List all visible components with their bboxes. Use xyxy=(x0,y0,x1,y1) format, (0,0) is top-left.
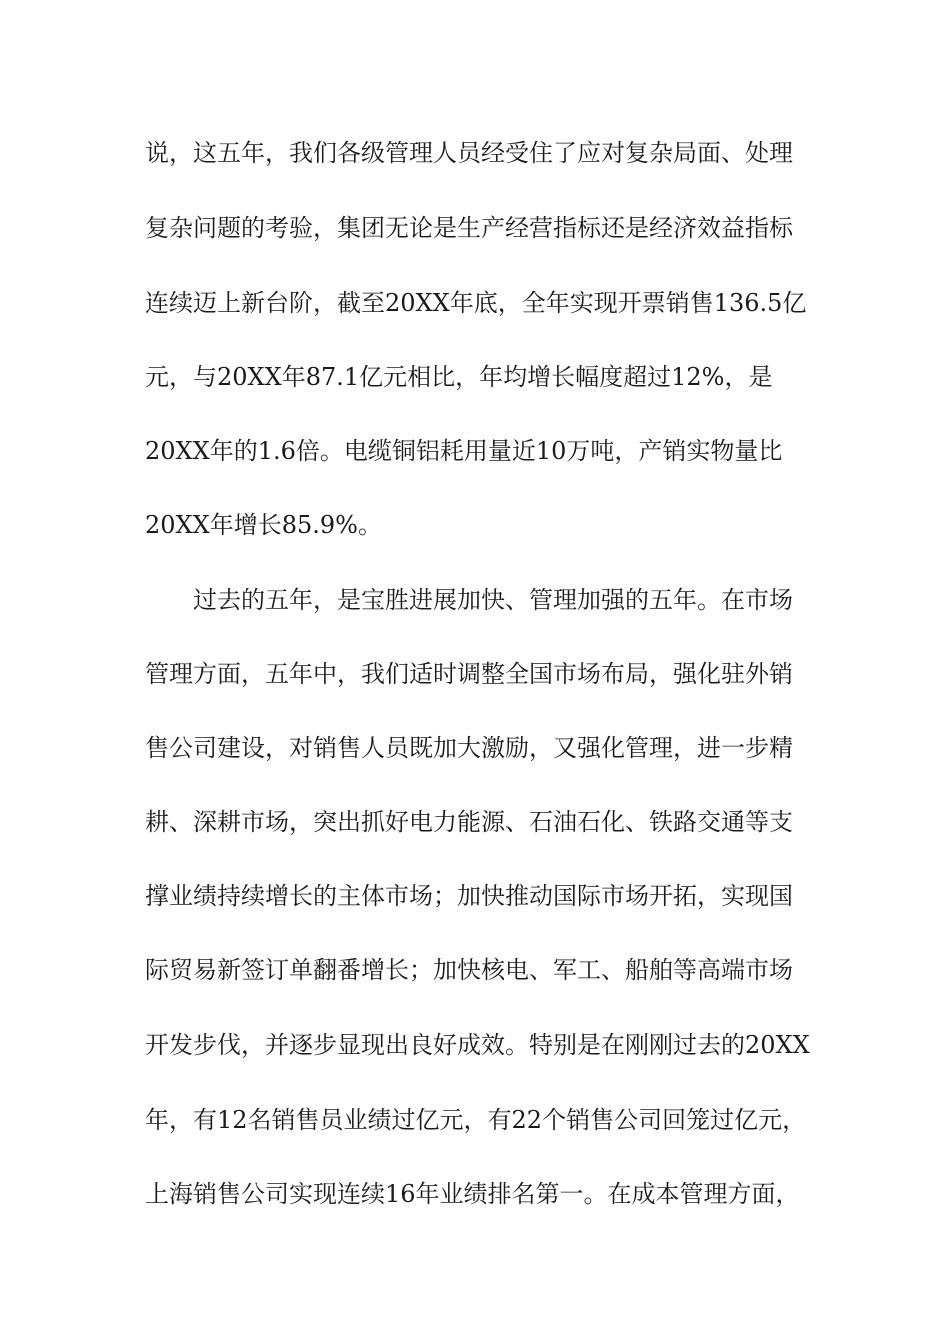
text-line: 管理方面，五年中，我们适时调整全国市场布局，强化驻外销 xyxy=(145,660,793,688)
text-line: 20XX年增长85.9%。 xyxy=(145,511,382,539)
text-line: 20XX年的1.6倍。电缆铜铝耗用量近10万吨，产销实物量比 xyxy=(145,437,783,465)
text-line: 开发步伐，并逐步显现出良好成效。特别是在刚刚过去的20XX xyxy=(145,1031,810,1059)
text-line: 元，与20XX年87.1亿元相比，年均增长幅度超过12%，是 xyxy=(145,363,773,391)
text-line: 际贸易新签订单翻番增长；加快核电、军工、船舶等高端市场 xyxy=(145,956,793,984)
text-line: 连续迈上新台阶，截至20XX年底，全年实现开票销售136.5亿 xyxy=(145,289,807,317)
text-line: 售公司建设，对销售人员既加大激励，又强化管理，进一步精 xyxy=(145,734,793,762)
paragraph-first-line: 过去的五年，是宝胜进展加快、管理加强的五年。在市场 xyxy=(193,586,793,614)
text-line: 上海销售公司实现连续16年业绩排名第一。在成本管理方面， xyxy=(145,1180,800,1208)
text-line: 耕、深耕市场，突出抓好电力能源、石油石化、铁路交通等支 xyxy=(145,808,793,836)
text-line: 说，这五年，我们各级管理人员经受住了应对复杂局面、处理 xyxy=(145,139,793,167)
text-line: 撑业绩持续增长的主体市场；加快推动国际市场开拓，实现国 xyxy=(145,882,793,910)
text-line: 年，有12名销售员业绩过亿元，有22个销售公司回笼过亿元， xyxy=(145,1106,807,1134)
text-line: 复杂问题的考验，集团无论是生产经营指标还是经济效益指标 xyxy=(145,214,793,242)
